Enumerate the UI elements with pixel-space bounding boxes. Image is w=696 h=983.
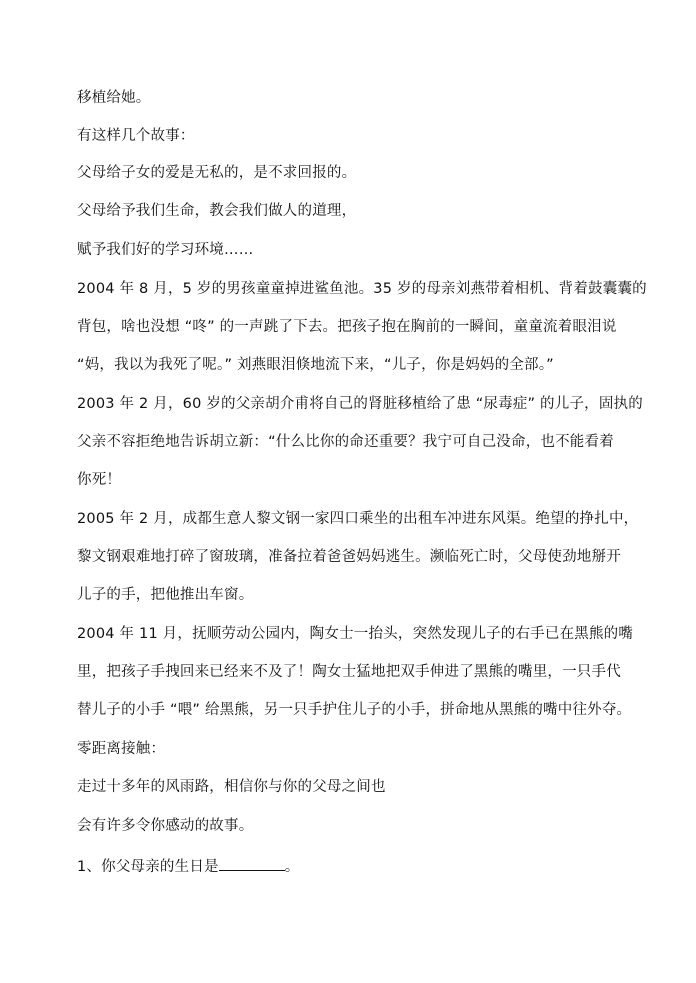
text-line: 移植给她。 (77, 90, 151, 106)
text-line: 替儿子的小手 “喂” 给黑熊，另一只手护住儿子的小手，拼命地从黑熊的嘴中往外夺。 (77, 702, 632, 718)
text-line: “妈，我以为我死了呢。” 刘燕眼泪倏地流下来，“儿子，你是妈妈的全部。” (77, 357, 554, 373)
text-line: 零距离接触： (77, 741, 166, 757)
text-line: 你死！ (77, 472, 122, 488)
text-line: 父母给子女的爱是无私的，是不求回报的。 (77, 165, 357, 181)
text-line: 父母给予我们生命，教会我们做人的道理， (77, 203, 357, 219)
text-line: 2005 年 2 月，成都生意人黎文钢一家四口乘坐的出租车冲进东风渠。绝望的挣扎中， (77, 511, 639, 527)
text-line: 2003 年 2 月，60 岁的父亲胡介甫将自己的肾脏移植给了患 “尿毒症” 的儿子，固执的 (77, 396, 643, 412)
text-line: 2004 年 8 月，5 岁的男孩童童掉进鲨鱼池。35 岁的母亲刘燕带着相机、背着鼓囊囊的 (77, 281, 647, 297)
question-suffix: 。 (284, 859, 300, 875)
answer-blank[interactable] (219, 856, 285, 871)
text-line: 黎文钢艰难地打碎了窗玻璃，准备拉着爸爸妈妈逃生。濒临死亡时，父母使劲地掰开 (77, 549, 621, 565)
text-line: 儿子的手，把他推出车窗。 (77, 587, 254, 603)
text-line: 走过十多年的风雨路，相信你与你的父母之间也 (77, 779, 386, 795)
text-line: 背包，啥也没想 “咚” 的一声跳了下去。把孩子抱在胸前的一瞬间，童童流着眼泪说 (77, 319, 617, 335)
text-line: 有这样几个故事： (77, 128, 195, 144)
text-line: 赋予我们好的学习环境…… (77, 242, 254, 258)
question-line (77, 856, 299, 877)
text-line: 父亲不容拒绝地告诉胡立新：“什么比你的命还重要？我宁可自己没命，也不能看着 (77, 434, 614, 450)
question-prefix: 1、你父母亲的生日是 (77, 859, 219, 875)
text-line: 2004 年 11 月，抚顺劳动公园内，陶女士一抬头，突然发现儿子的右手已在黑熊的嘴 (77, 626, 634, 642)
text-line: 里，把孩子手拽回来已经来不及了！陶女士猛地把双手伸进了黑熊的嘴里，一只手代 (77, 664, 621, 680)
text-line: 会有许多令你感动的故事。 (77, 818, 254, 834)
